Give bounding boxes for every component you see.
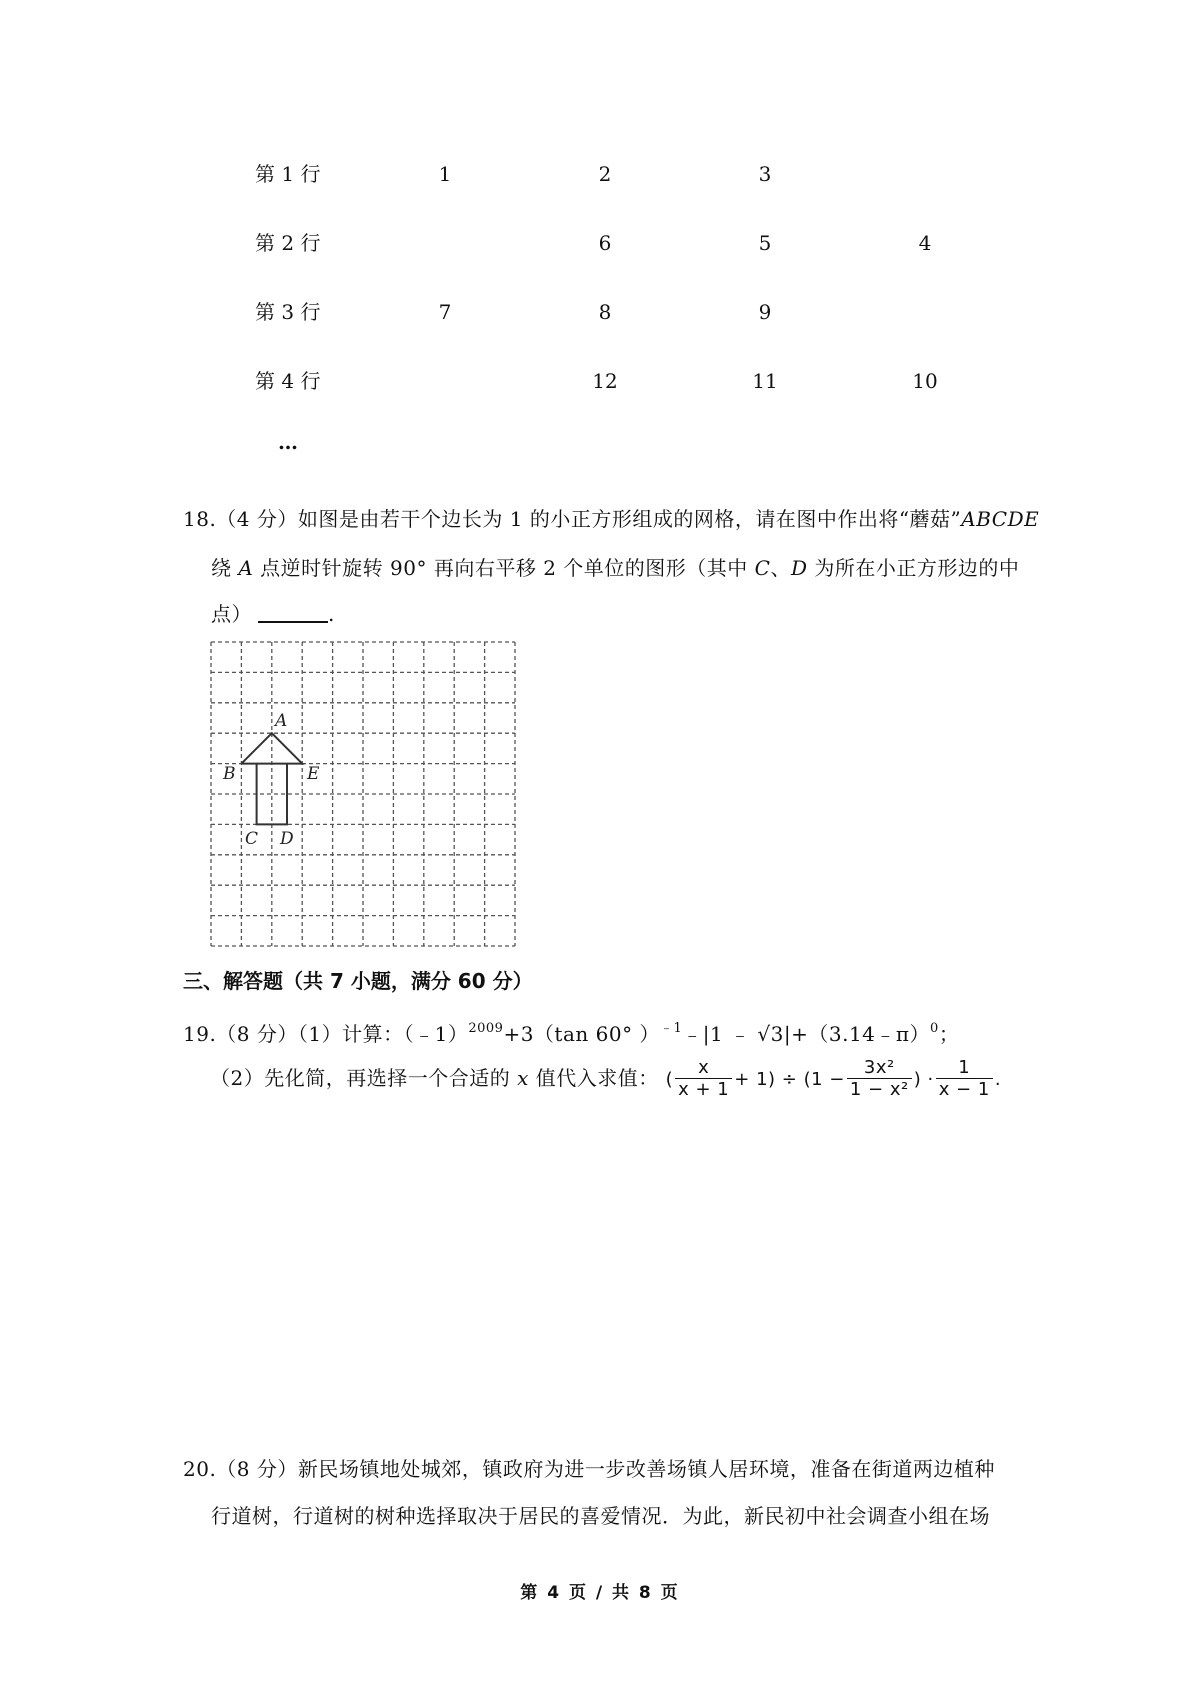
q18-text: . — [328, 602, 335, 626]
denominator: 1 − x² — [847, 1078, 912, 1101]
fraction — [675, 1058, 732, 1101]
row-label: 第 1 行 — [255, 162, 321, 186]
table-cell: 3 — [758, 162, 772, 186]
table-cell: 12 — [592, 369, 618, 393]
q19-text: +3（tan 60° ） — [503, 1022, 660, 1046]
expr-operator: + 1) ÷ (1 − — [734, 1069, 845, 1090]
table-cell: 10 — [912, 369, 938, 393]
q18-line-3 — [211, 601, 335, 627]
number-arrangement-table — [0, 0, 1200, 470]
expr-operator: ) · — [913, 1069, 934, 1090]
label-D: D — [280, 829, 294, 849]
table-ellipsis: … — [278, 430, 298, 454]
exponent: ﹣1 — [659, 1021, 683, 1036]
q18-text: 点逆时针旋转 90° 再向右平移 2 个单位的图形（其中 — [253, 556, 755, 580]
row-label: 第 2 行 — [255, 231, 321, 255]
numerator: 1 — [958, 1057, 971, 1078]
table-cell: 4 — [918, 231, 932, 255]
table-cell: 9 — [758, 300, 772, 324]
table-cell: 2 — [598, 162, 612, 186]
q19-text: ﹣|1 ﹣ √3|+（3.14﹣π） — [682, 1022, 931, 1046]
q20-line-2: 行道树，行道树的树种选择取决于居民的喜爱情况．为此，新民初中社会调查小组在场 — [211, 1504, 990, 1528]
q18-point-C: C — [754, 556, 771, 580]
q19-text: 19.（8 分）（1）计算：（﹣1） — [183, 1022, 469, 1046]
q18-line-2 — [211, 555, 1019, 581]
row-label: 第 4 行 — [255, 369, 321, 393]
fraction — [936, 1058, 993, 1101]
table-cell: 11 — [752, 369, 778, 393]
label-A: A — [275, 711, 288, 731]
numerator: 3x² — [863, 1057, 895, 1078]
q18-text: 绕 — [211, 556, 239, 580]
page-footer: 第 4 页 / 共 8 页 — [520, 1583, 680, 1603]
q18-point-A: A — [238, 556, 254, 580]
exponent: 0 — [930, 1021, 939, 1036]
fraction — [847, 1058, 912, 1101]
expr-open: ( — [665, 1069, 674, 1090]
q19-text: ； — [938, 1022, 960, 1046]
grid-figure — [209, 640, 517, 948]
label-C: C — [245, 829, 259, 849]
q18-text: 、 — [770, 556, 791, 580]
table-cell: 1 — [438, 162, 452, 186]
q18-point-D: D — [790, 556, 808, 580]
q19-part-1 — [183, 1016, 959, 1047]
q20-line-1: 20.（8 分）新民场镇地处城郊，镇政府为进一步改善场镇人居环境，准备在街道两边植种 — [183, 1457, 995, 1481]
table-cell: 5 — [758, 231, 772, 255]
q18-shape-name: ABCDE — [961, 507, 1040, 531]
q19-part-2 — [210, 1055, 1001, 1103]
exponent: 2009 — [468, 1021, 504, 1036]
q18-text: 18.（4 分）如图是由若干个边长为 1 的小正方形组成的网格，请在图中作出将“蘑菇” — [183, 507, 962, 531]
row-label: 第 3 行 — [255, 300, 321, 324]
label-E: E — [307, 764, 320, 784]
q18-text: 为所在小正方形边的中 — [807, 556, 1020, 580]
q19-text: （2）先化简，再选择一个合适的 — [210, 1066, 518, 1090]
numerator: x — [698, 1057, 710, 1078]
expr-end: . — [994, 1069, 1002, 1090]
variable-x: x — [517, 1066, 529, 1090]
table-cell: 8 — [598, 300, 612, 324]
section-title: 三、解答题（共 7 小题，满分 60 分） — [183, 969, 533, 993]
table-cell: 7 — [438, 300, 452, 324]
denominator: x + 1 — [675, 1078, 732, 1101]
label-B: B — [223, 764, 236, 784]
q18-text: 点） — [211, 602, 252, 626]
denominator: x − 1 — [936, 1078, 993, 1101]
answer-blank[interactable] — [258, 603, 328, 623]
q19-text: 值代入求值： — [528, 1066, 659, 1090]
q18-line-1 — [183, 506, 1039, 532]
table-cell: 6 — [598, 231, 612, 255]
